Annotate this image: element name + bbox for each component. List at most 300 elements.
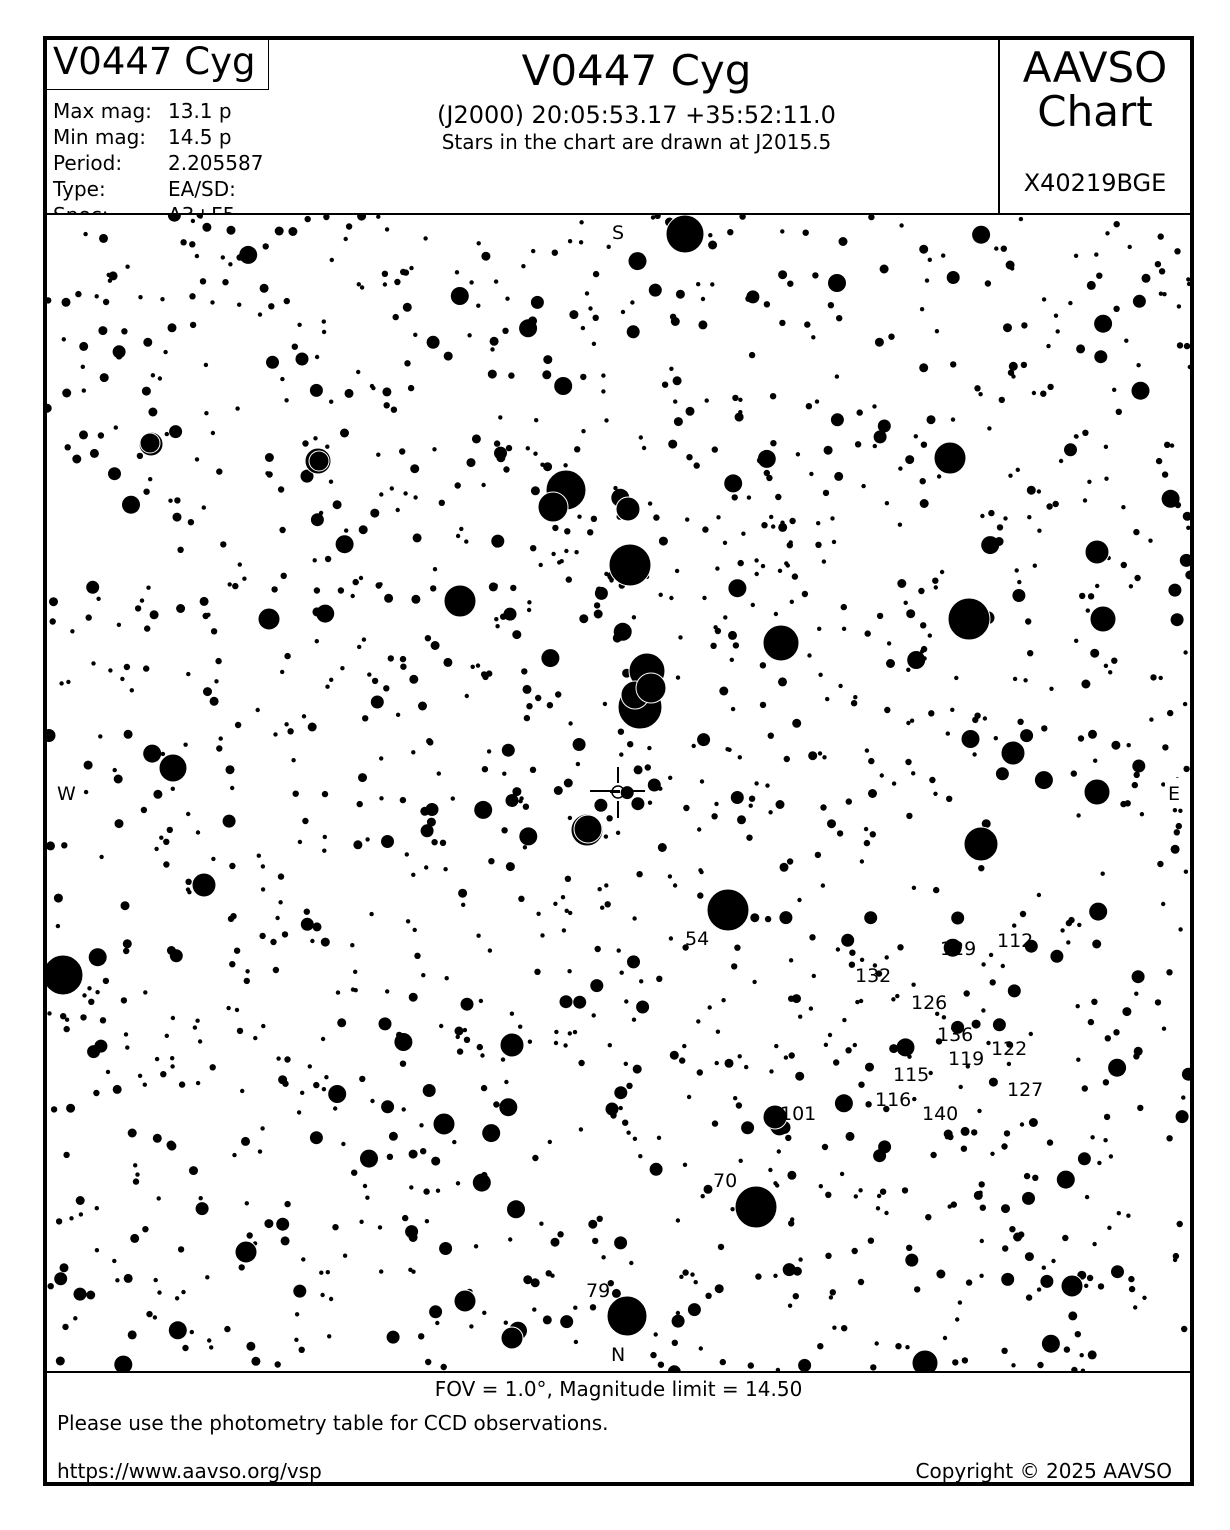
star <box>612 1289 621 1298</box>
star <box>704 1185 713 1194</box>
star <box>1166 969 1172 975</box>
star <box>155 1057 159 1061</box>
star <box>258 1149 262 1153</box>
star <box>1156 458 1162 464</box>
star <box>948 1204 952 1208</box>
star <box>669 936 673 940</box>
star <box>687 1095 691 1099</box>
star <box>778 677 787 686</box>
star <box>310 939 314 943</box>
star <box>413 533 422 542</box>
star <box>1129 1286 1135 1292</box>
star <box>961 1127 970 1136</box>
star <box>423 236 427 240</box>
star <box>275 1361 281 1367</box>
star <box>173 513 182 522</box>
star <box>858 1082 864 1088</box>
star <box>563 463 567 467</box>
star <box>1133 529 1139 535</box>
star <box>474 1244 478 1248</box>
star <box>937 474 941 478</box>
star <box>1051 1335 1055 1339</box>
star <box>961 1146 967 1152</box>
star <box>853 1043 857 1047</box>
star <box>304 909 310 915</box>
star <box>1080 1353 1084 1357</box>
star <box>906 721 910 725</box>
star <box>344 237 348 241</box>
star <box>994 736 998 740</box>
star <box>421 973 425 977</box>
star <box>1088 1019 1094 1025</box>
star <box>993 1018 1006 1031</box>
star <box>1007 1062 1011 1066</box>
star <box>793 1267 802 1276</box>
star <box>202 505 206 509</box>
star <box>508 372 514 378</box>
star <box>787 1171 796 1180</box>
star <box>477 1044 483 1050</box>
star <box>784 1055 788 1059</box>
star <box>573 738 586 751</box>
star <box>858 1279 864 1285</box>
star <box>143 489 149 495</box>
star <box>322 791 328 797</box>
star <box>329 480 333 484</box>
star <box>750 913 759 922</box>
star <box>972 226 990 244</box>
star <box>284 653 290 659</box>
star <box>378 1225 382 1229</box>
star <box>379 1269 383 1273</box>
star <box>980 514 984 518</box>
star <box>128 1129 137 1138</box>
star <box>357 645 361 649</box>
star <box>1037 1362 1043 1368</box>
star <box>828 1033 832 1037</box>
star <box>1142 1296 1146 1300</box>
star <box>564 528 570 534</box>
star <box>989 1078 998 1087</box>
star <box>710 643 716 649</box>
star <box>292 344 298 350</box>
star <box>1124 339 1128 343</box>
star <box>798 1015 802 1019</box>
star <box>390 486 394 490</box>
star <box>247 1232 253 1238</box>
star <box>787 281 793 287</box>
star <box>313 1082 319 1088</box>
star <box>504 1321 508 1325</box>
star <box>811 335 815 339</box>
star <box>357 215 366 221</box>
star <box>809 1006 813 1010</box>
star <box>261 887 265 891</box>
star <box>235 1241 257 1263</box>
star <box>47 404 52 413</box>
star <box>146 1311 152 1317</box>
star <box>648 779 661 792</box>
star <box>480 1053 484 1057</box>
star <box>996 767 1009 780</box>
star <box>886 659 895 668</box>
star <box>1168 584 1181 597</box>
star <box>75 291 81 297</box>
star <box>90 449 99 458</box>
star <box>330 258 334 262</box>
star <box>925 278 929 282</box>
star <box>198 1039 202 1043</box>
star <box>314 587 320 593</box>
star <box>73 1316 77 1320</box>
star <box>682 1269 688 1275</box>
star <box>479 999 483 1003</box>
star <box>738 755 742 759</box>
star <box>507 1200 525 1218</box>
star <box>1092 940 1101 949</box>
star <box>978 392 982 396</box>
star <box>302 818 308 824</box>
star <box>752 980 756 984</box>
star <box>755 1273 761 1279</box>
star <box>760 702 766 708</box>
star <box>633 1137 637 1141</box>
star <box>519 319 537 337</box>
star <box>322 849 326 853</box>
star-field <box>47 215 1190 1372</box>
star <box>439 1242 452 1255</box>
star <box>204 363 208 367</box>
star <box>776 800 785 809</box>
star <box>47 297 51 303</box>
star <box>186 812 190 816</box>
star <box>626 1083 632 1089</box>
star <box>592 1238 598 1244</box>
star <box>1121 562 1127 568</box>
star <box>203 687 212 696</box>
star <box>223 815 236 828</box>
star <box>1001 964 1005 968</box>
star <box>790 600 794 604</box>
star <box>444 352 453 361</box>
star <box>278 900 282 904</box>
star <box>124 1032 128 1036</box>
star <box>769 1069 773 1073</box>
star <box>50 618 56 624</box>
star <box>1024 1173 1030 1179</box>
star <box>855 441 861 447</box>
star <box>411 1270 415 1274</box>
star <box>454 1290 476 1312</box>
star <box>579 220 583 224</box>
star <box>379 796 383 800</box>
star <box>281 1236 290 1245</box>
star <box>630 300 634 304</box>
star <box>552 250 558 256</box>
star <box>580 374 586 380</box>
star <box>258 608 280 630</box>
star <box>921 442 927 448</box>
star <box>543 355 552 364</box>
star <box>224 1326 230 1332</box>
star <box>1042 1276 1048 1282</box>
star <box>320 1293 324 1297</box>
star <box>245 969 249 973</box>
star <box>151 373 155 377</box>
star <box>1111 741 1120 750</box>
star <box>325 445 329 449</box>
star <box>476 934 480 938</box>
star <box>215 658 221 664</box>
star <box>574 1340 578 1344</box>
star <box>1182 1068 1190 1081</box>
star <box>425 635 431 641</box>
star <box>419 1123 423 1127</box>
star-field-svg <box>47 215 1190 1372</box>
star <box>818 751 822 755</box>
star <box>627 741 633 747</box>
star <box>340 429 349 438</box>
star <box>82 993 86 997</box>
star <box>193 1025 197 1029</box>
star <box>265 453 274 462</box>
star <box>486 670 492 676</box>
star <box>1173 808 1177 812</box>
star <box>868 215 874 220</box>
star <box>712 1120 718 1126</box>
star <box>730 658 734 662</box>
star <box>912 1097 916 1101</box>
star <box>1181 1095 1185 1099</box>
star <box>1001 246 1007 252</box>
star <box>1047 384 1053 390</box>
star <box>875 1341 879 1345</box>
star <box>797 898 801 902</box>
star <box>123 948 129 954</box>
star <box>1082 1085 1088 1091</box>
star <box>282 931 288 937</box>
star <box>839 237 848 246</box>
star <box>1133 1305 1137 1309</box>
star <box>994 246 998 250</box>
star <box>911 771 915 775</box>
star <box>980 1205 986 1211</box>
background-stars <box>47 215 1190 1372</box>
star <box>87 986 91 990</box>
star <box>308 723 317 732</box>
star <box>297 1110 301 1114</box>
star <box>284 298 290 304</box>
star <box>1032 391 1036 395</box>
star <box>817 1343 823 1349</box>
star <box>682 1044 686 1048</box>
star <box>1098 1283 1104 1289</box>
star <box>391 407 397 413</box>
star <box>372 678 378 684</box>
star <box>228 582 232 586</box>
star <box>1001 1273 1014 1286</box>
star <box>341 1142 345 1146</box>
star <box>469 1324 473 1328</box>
star <box>451 287 469 305</box>
star <box>183 743 187 747</box>
star <box>130 688 134 692</box>
star <box>980 1239 984 1243</box>
coordinates: (J2000) 20:05:53.17 +35:52:11.0 <box>437 101 836 129</box>
star <box>98 432 104 438</box>
star <box>211 857 215 861</box>
star <box>825 697 829 701</box>
star <box>774 1044 778 1048</box>
star <box>699 1346 703 1350</box>
star <box>914 1286 920 1292</box>
star <box>1017 580 1021 584</box>
star <box>332 1224 338 1230</box>
star <box>82 388 86 392</box>
star <box>633 1065 642 1074</box>
star <box>1183 650 1187 654</box>
star <box>455 482 461 488</box>
star <box>672 1340 678 1346</box>
star <box>820 804 826 810</box>
star <box>538 492 568 522</box>
star <box>539 563 543 567</box>
star <box>1079 593 1085 599</box>
star <box>707 889 749 931</box>
star <box>1177 304 1181 308</box>
star <box>1009 1226 1015 1232</box>
star <box>768 733 774 739</box>
star-name-box <box>47 40 269 90</box>
star <box>523 845 527 849</box>
star <box>98 734 102 738</box>
star <box>738 560 744 566</box>
star <box>83 232 87 236</box>
star <box>141 807 147 813</box>
star <box>336 990 340 994</box>
star <box>376 582 382 588</box>
vsp-url-link[interactable]: https://www.aavso.org/vsp <box>57 1459 322 1483</box>
star <box>668 776 672 780</box>
star <box>99 855 103 859</box>
star <box>712 446 718 452</box>
star <box>1129 584 1133 588</box>
star <box>122 496 140 514</box>
star <box>930 1152 936 1158</box>
star <box>824 1043 828 1047</box>
star <box>239 246 257 264</box>
star <box>298 840 302 844</box>
star <box>568 721 572 725</box>
star <box>63 1152 69 1158</box>
star <box>919 245 928 254</box>
star <box>595 946 601 952</box>
star <box>273 732 277 736</box>
star <box>574 446 580 452</box>
star <box>499 1098 517 1116</box>
star <box>736 1102 742 1108</box>
star <box>642 446 646 450</box>
star <box>828 302 834 308</box>
star <box>222 279 228 285</box>
comp-label-140: 140 <box>922 1103 959 1125</box>
star <box>757 457 763 463</box>
star <box>360 285 364 289</box>
star <box>697 827 701 831</box>
star <box>735 413 744 422</box>
star <box>235 722 241 728</box>
star <box>990 1152 994 1156</box>
star <box>1011 1363 1015 1367</box>
star <box>1074 254 1078 258</box>
star <box>730 1207 734 1211</box>
star <box>325 685 329 689</box>
star <box>1012 589 1025 602</box>
star <box>822 755 826 759</box>
star <box>1155 999 1161 1005</box>
star <box>1041 725 1047 731</box>
star <box>887 641 891 645</box>
star <box>565 876 571 882</box>
star <box>557 1231 563 1237</box>
star <box>1188 365 1190 369</box>
star <box>770 440 776 446</box>
star <box>482 1311 486 1315</box>
star <box>918 588 924 594</box>
star <box>430 585 436 591</box>
star <box>275 916 279 920</box>
star <box>170 1056 174 1060</box>
star <box>795 1072 804 1081</box>
star <box>396 713 400 717</box>
copyright: Copyright © 2025 AAVSO <box>915 1459 1172 1483</box>
star <box>592 342 596 346</box>
star <box>857 409 863 415</box>
comp-label-116: 116 <box>875 1089 912 1111</box>
star <box>376 215 380 219</box>
star <box>296 353 309 366</box>
star <box>329 1297 333 1301</box>
star <box>1020 911 1026 917</box>
star <box>670 314 676 320</box>
star <box>103 299 109 305</box>
star <box>87 1045 100 1058</box>
star <box>656 976 662 982</box>
star <box>778 569 782 573</box>
star <box>154 1278 158 1282</box>
star <box>523 685 532 694</box>
star <box>802 591 808 597</box>
star <box>662 382 668 388</box>
star <box>765 783 769 787</box>
star <box>384 594 393 603</box>
star <box>1162 471 1168 477</box>
star <box>731 791 744 804</box>
star <box>518 1025 522 1029</box>
star <box>501 827 507 833</box>
star <box>359 576 363 580</box>
star <box>858 1188 862 1192</box>
star <box>420 1148 426 1154</box>
star <box>977 1109 981 1113</box>
star <box>668 874 672 878</box>
star <box>383 282 387 286</box>
star <box>673 399 677 403</box>
star <box>946 796 952 802</box>
star <box>457 1048 463 1054</box>
star <box>99 234 108 243</box>
star <box>351 1170 357 1176</box>
